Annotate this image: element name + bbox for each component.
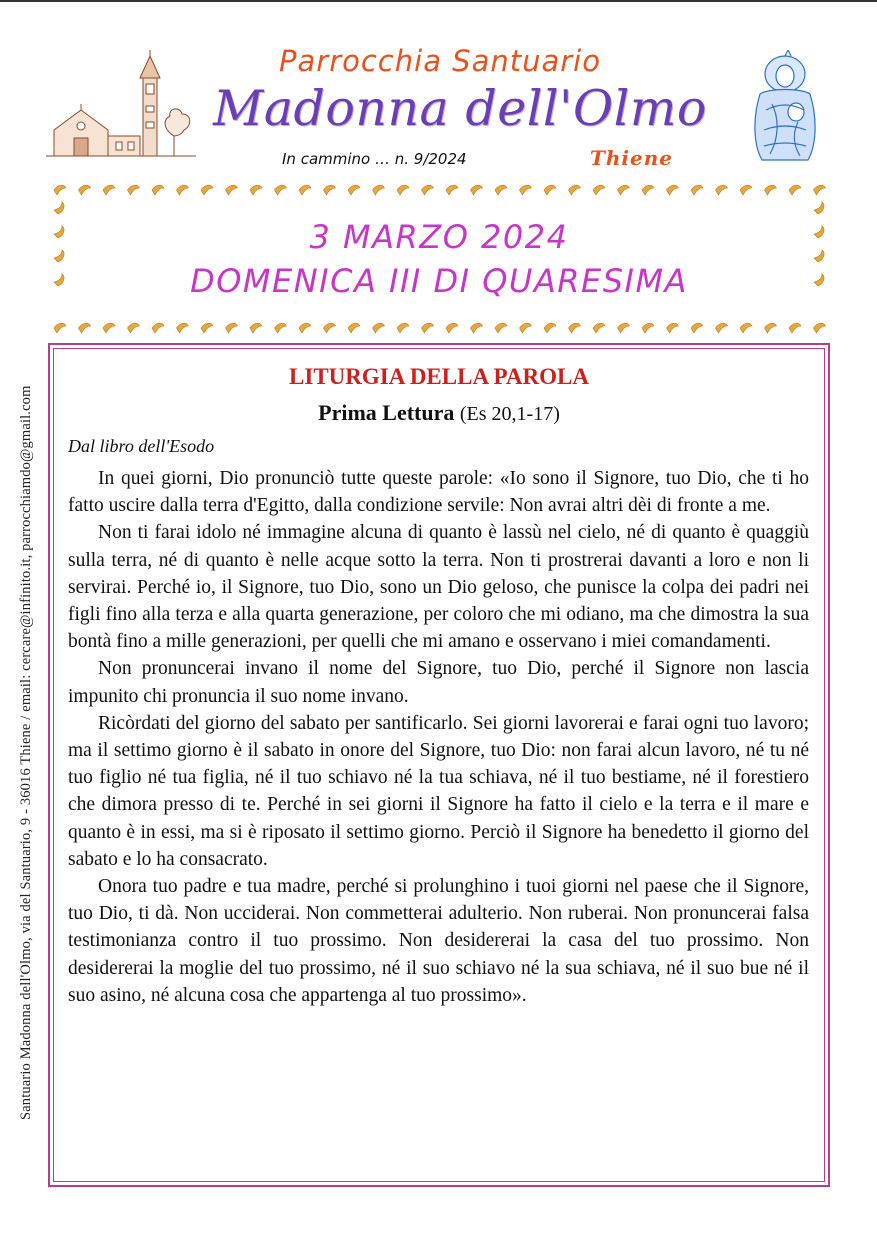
frame-leaf-ornament (177, 185, 189, 195)
frame-leaf-ornament (593, 323, 605, 333)
top-rule (0, 0, 877, 2)
frame-leaf-ornament (618, 185, 630, 195)
frame-leaf-ornament (324, 185, 336, 195)
reading-paragraph: Onora tuo padre e tua madre, perché si prolunghino i tuoi giorni nel paese che il Signore, tuo Dio, ti dà. Non ucciderai. Non commetterai adulterio. Non ruberai. Non pronuncerai falsa testimonianza contro il tuo prossimo. Non desidererai la casa del tuo prossimo. Non desidererai la moglie del tuo prossimo, né il suo schiavo né la sua schiava, né il suo bue né il suo asino, né alcuna cosa che appartenga al tuo prossimo». (68, 876, 809, 1006)
frame-leaf-ornament (520, 185, 532, 195)
frame-leaf-ornament (79, 323, 91, 333)
section-title: LITURGIA DELLA PAROLA (289, 364, 589, 389)
frame-leaf-ornament (128, 185, 140, 195)
frame-leaf-ornament (201, 323, 213, 333)
frame-leaf-ornament (152, 323, 164, 333)
frame-leaf-ornament (226, 185, 238, 195)
frame-leaf-ornament (691, 185, 703, 195)
frame-leaf-ornament (250, 185, 262, 195)
frame-leaf-ornament (814, 202, 824, 214)
frame-leaf-ornament (569, 323, 581, 333)
madonna-icon (742, 50, 828, 162)
frame-leaf-ornament (275, 185, 287, 195)
date-title: 3 MARZO 2024 (309, 218, 569, 256)
reading-source: Dal libro dell'Esodo (68, 436, 215, 456)
frame-leaf-ornament (299, 185, 311, 195)
frame-leaf-ornament (324, 323, 336, 333)
reading-paragraph: In quei giorni, Dio pronunciò tutte queste parole: «Io sono il Signore, tuo Dio, che ti ho fatto uscire dalla terra d'Egitto, dalla condizione servile: Non avrai altri dèi di fronte a me. (68, 468, 809, 517)
frame-leaf-ornament (446, 185, 458, 195)
frame-leaf-ornament (348, 185, 360, 195)
frame-leaf-ornament (103, 185, 115, 195)
decorative-date-frame (46, 180, 832, 338)
frame-leaf-ornament (152, 185, 164, 195)
frame-leaf-ornament (544, 185, 556, 195)
frame-leaf-ornament (593, 185, 605, 195)
frame-leaf-ornament (422, 323, 434, 333)
church-illustration (46, 50, 196, 160)
reading-title: Prima Lettura (318, 400, 455, 425)
frame-leaf-ornament (495, 185, 507, 195)
frame-leaf-ornament (422, 185, 434, 195)
frame-leaf-ornament (54, 202, 64, 214)
reading-reference: (Es 20,1-17) (459, 403, 560, 425)
frame-leaf-ornament (397, 185, 409, 195)
reading-paragraph: Non pronuncerai invano il nome del Signore, tuo Dio, perché il Signore non lascia impunito chi pronuncia il suo nome invano. (68, 658, 809, 707)
frame-leaf-ornament (177, 323, 189, 333)
frame-leaf-ornament (495, 323, 507, 333)
frame-leaf-ornament (789, 323, 801, 333)
frame-leaf-ornament (103, 323, 115, 333)
frame-leaf-ornament (569, 185, 581, 195)
frame-leaf-ornament (740, 185, 752, 195)
frame-leaf-ornament (716, 185, 728, 195)
frame-leaf-ornament (691, 323, 703, 333)
frame-leaf-ornament (814, 185, 826, 195)
frame-leaf-ornament (250, 323, 262, 333)
frame-leaf-ornament (642, 323, 654, 333)
frame-leaf-ornament (373, 185, 385, 195)
frame-leaf-ornament (397, 323, 409, 333)
liturgical-day-title: DOMENICA III DI QUARESIMA (190, 262, 688, 300)
frame-leaf-ornament (667, 323, 679, 333)
frame-leaf-ornament (667, 185, 679, 195)
frame-leaf-ornament (716, 323, 728, 333)
reading-paragraph: Non ti farai idolo né immagine alcuna di quanto è lassù nel cielo, né di quanto è quaggiù sulla terra, né di quanto è nelle acque sotto la terra. Non ti prostrerai davanti a loro e non li servirai. Perché io, il Signore, tuo Dio, sono un Dio geloso, che punisce la colpa dei padri nei figli fino alla terza e alla quarta generazione, per coloro che mi odiano, ma che dimostra la sua bontà fino a mille generazioni, per quelli che mi amano e osservano i miei comandamenti. (68, 522, 809, 653)
frame-leaf-ornament (618, 323, 630, 333)
frame-leaf-ornament (299, 323, 311, 333)
frame-leaf-ornament (814, 323, 826, 333)
side-address-text: Santuario Madonna dell'Olmo, via del Santuario, 9 - 36016 Thiene / email: cercare@infinito.it, parrocchiamdo@gmail.com (18, 385, 34, 1120)
frame-leaf-ornament (128, 323, 140, 333)
reading-paragraph: Ricòrdati del giorno del sabato per santificarlo. Sei giorni lavorerai e farai ogni tuo lavoro; ma il settimo giorno è il sabato in onore del Signore, tuo Dio: non farai alcun lavoro, né tu né tuo figlio né tua figlia, né il tuo schiavo né la tua schiava, né il tuo bestiame, né il forestiero che dimora presso di te. Perché in sei giorni il Signore ha fatto il cielo e la terra e il mare e quanto è in essi, ma si è riposato il settimo giorno. Perciò il Signore ha benedetto il giorno del sabato e lo ha consacrato. (68, 712, 809, 870)
reading-heading (48, 400, 830, 426)
frame-leaf-ornament (79, 185, 91, 195)
issue-number: In cammino … n. 9/2024 (282, 150, 467, 168)
parish-subtitle: Parrocchia Santuario (279, 44, 601, 78)
frame-leaf-ornament (348, 323, 360, 333)
frame-leaf-ornament (226, 323, 238, 333)
frame-leaf-ornament (544, 323, 556, 333)
reading-body (68, 465, 809, 1009)
frame-leaf-ornament (201, 185, 213, 195)
frame-leaf-ornament (373, 323, 385, 333)
frame-leaf-ornament (765, 185, 777, 195)
frame-leaf-ornament (642, 185, 654, 195)
city-name: Thiene (590, 146, 674, 170)
frame-leaf-ornament (446, 323, 458, 333)
frame-leaf-ornament (54, 323, 66, 333)
frame-leaf-ornament (740, 323, 752, 333)
frame-leaf-ornament (275, 323, 287, 333)
frame-leaf-ornament (54, 185, 66, 195)
frame-leaf-ornament (471, 185, 483, 195)
frame-leaf-ornament (765, 323, 777, 333)
frame-leaf-ornament (789, 185, 801, 195)
frame-leaf-ornament (520, 323, 532, 333)
parish-title: Madonna dell'Olmo (213, 80, 707, 137)
frame-leaf-ornament (471, 323, 483, 333)
